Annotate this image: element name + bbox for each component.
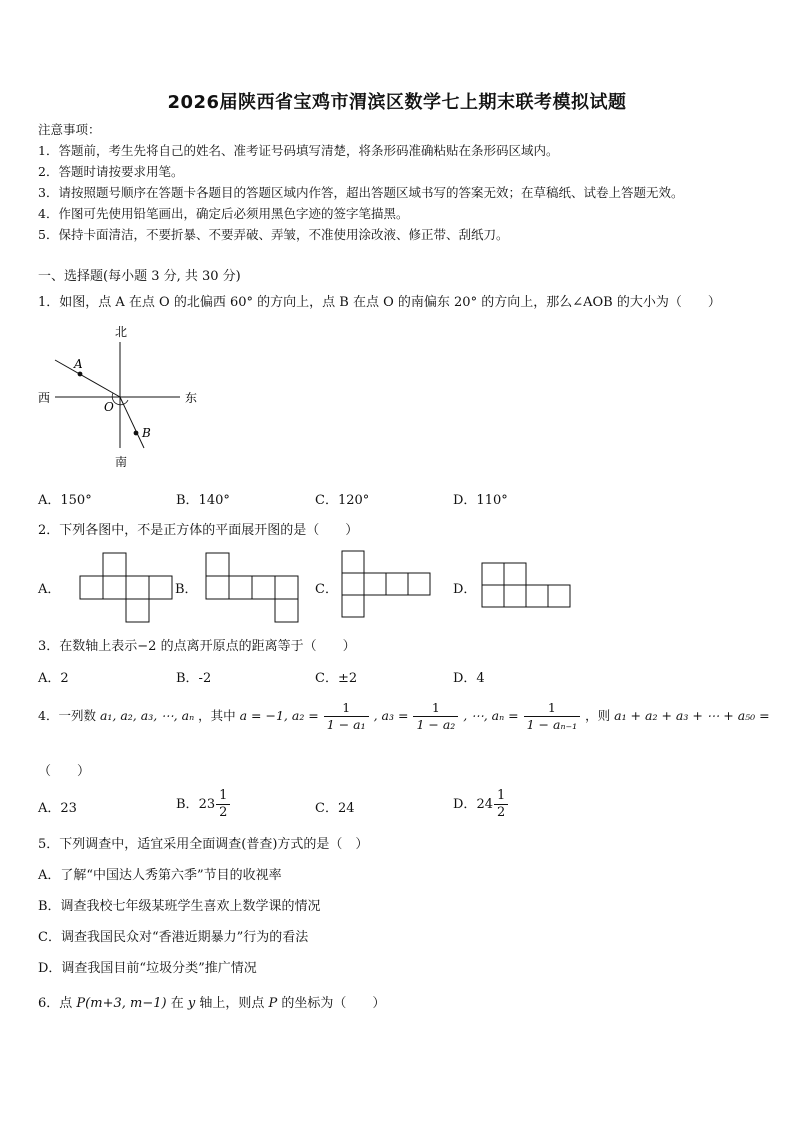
q5-option-d: D．调查我国目前“垃圾分类”推广情况	[38, 961, 257, 976]
net-b-figure	[206, 553, 301, 623]
north-label: 北	[115, 325, 128, 339]
q4-fraction-a3: $\frac{1}{\text{1 − a₂}}$	[413, 700, 458, 733]
net-c-figure	[342, 551, 437, 623]
q1-option-d: D．110°	[453, 493, 508, 508]
west-label: 西	[38, 391, 51, 405]
q2-label-a: A．	[38, 582, 61, 597]
q5-option-a: A．了解“中国达人秀第六季”节目的收视率	[38, 868, 282, 883]
south-label: 南	[115, 455, 128, 469]
question-4-stem	[38, 700, 770, 733]
point-o-label: O	[104, 400, 114, 414]
q4-answer-paren: （ ）	[38, 764, 91, 779]
notice-item: 1．答题前，考生先将自己的姓名、准考证号码填写清楚，将条形码准确粘贴在条形码区域内。	[38, 143, 559, 158]
net-d-figure	[482, 563, 577, 613]
point-a-dot	[78, 372, 83, 377]
q2-label-c: C．	[315, 582, 338, 597]
q4-a3: , a₃ =	[373, 708, 409, 723]
q4-option-a: A．23	[38, 801, 77, 816]
q1-option-a: A．150°	[38, 493, 92, 508]
notice-heading: 注意事项：	[38, 122, 101, 137]
question-3-stem: 3．在数轴上表示−2 的点离开原点的距离等于（ ）	[38, 639, 356, 654]
question-5-stem: 5．下列调查中，适宜采用全面调查(普查)方式的是（ ）	[38, 837, 369, 852]
q3-option-d: D．4	[453, 671, 485, 686]
point-b-dot	[134, 431, 139, 436]
page-title: 2026届陕西省宝鸡市渭滨区数学七上期末联考模拟试题	[167, 92, 627, 113]
q4-where: ，其中	[198, 708, 236, 723]
q5-option-c: C．调查我国民众对“香港近期暴力”行为的看法	[38, 930, 309, 945]
direction-diagram	[30, 320, 220, 470]
q4-fraction-an: $\frac{1}{\text{1 − aₙ₋₁}}$	[524, 700, 581, 733]
q4-an: , ⋯, aₙ =	[463, 708, 519, 723]
q4-fraction-a2: $\frac{1}{\text{1 − a₁}}$	[324, 700, 369, 733]
net-a-figure	[80, 553, 175, 623]
q3-option-c: C．±2	[315, 671, 358, 686]
notice-item: 2．答题时请按要求用笔。	[38, 164, 184, 179]
east-label: 东	[185, 391, 198, 405]
q3-option-b: B．-2	[176, 671, 212, 686]
q4-option-d: D．24 $\frac{1}{2}$	[453, 788, 509, 821]
q4-a1: a = −1, a₂ =	[239, 708, 319, 723]
q1-option-c: C．120°	[315, 493, 370, 508]
notice-item: 4．作图可先使用铅笔画出，确定后必须用黑色字迹的签字笔描黑。	[38, 206, 409, 221]
point-a-label: A	[74, 357, 83, 371]
q4-option-b: B．23 $\frac{1}{2}$	[176, 788, 231, 821]
question-6-stem: 6．点 P(m+3, m−1) 在 y 轴上，则点 P 的坐标为（ ）	[38, 996, 386, 1011]
question-1-stem: 1．如图，点 A 在点 O 的北偏西 60° 的方向上，点 B 在点 O 的南偏东 20° 的方向上，那么∠AOB 的大小为（ ）	[38, 295, 721, 310]
q6-axis: y	[187, 996, 196, 1011]
section-heading: 一、选择题(每小题 3 分, 共 30 分)	[38, 269, 241, 284]
q2-label-d: D．	[453, 582, 477, 597]
notice-item: 5．保持卡面清洁，不要折暴、不要弄破、弄皱，不准使用涂改液、修正带、刮纸刀。	[38, 227, 509, 242]
notice-item: 3．请按照题号顺序在答题卡各题目的答题区域内作答，超出答题区域书写的答案无效；在草稿纸、试卷上答题无效。	[38, 185, 684, 200]
q5-option-b: B．调查我校七年级某班学生喜欢上数学课的情况	[38, 899, 321, 914]
q4-option-c: C．24	[315, 801, 355, 816]
point-b-label: B	[142, 426, 151, 440]
q2-label-b: B．	[175, 582, 198, 597]
q4-then: ，则	[585, 708, 611, 723]
q3-option-a: A．2	[38, 671, 69, 686]
q6-point: P(m+3, m−1)	[76, 996, 167, 1011]
question-2-stem: 2．下列各图中，不是正方体的平面展开图的是（ ）	[38, 523, 359, 538]
q4-sum: a₁ + a₂ + a₃ + ⋯ + a₅₀ =	[614, 708, 770, 723]
q4-sequence: a₁, a₂, a₃, ⋯, aₙ	[99, 708, 195, 723]
q4-lead: 4．一列数	[38, 708, 96, 723]
q1-option-b: B．140°	[176, 493, 230, 508]
